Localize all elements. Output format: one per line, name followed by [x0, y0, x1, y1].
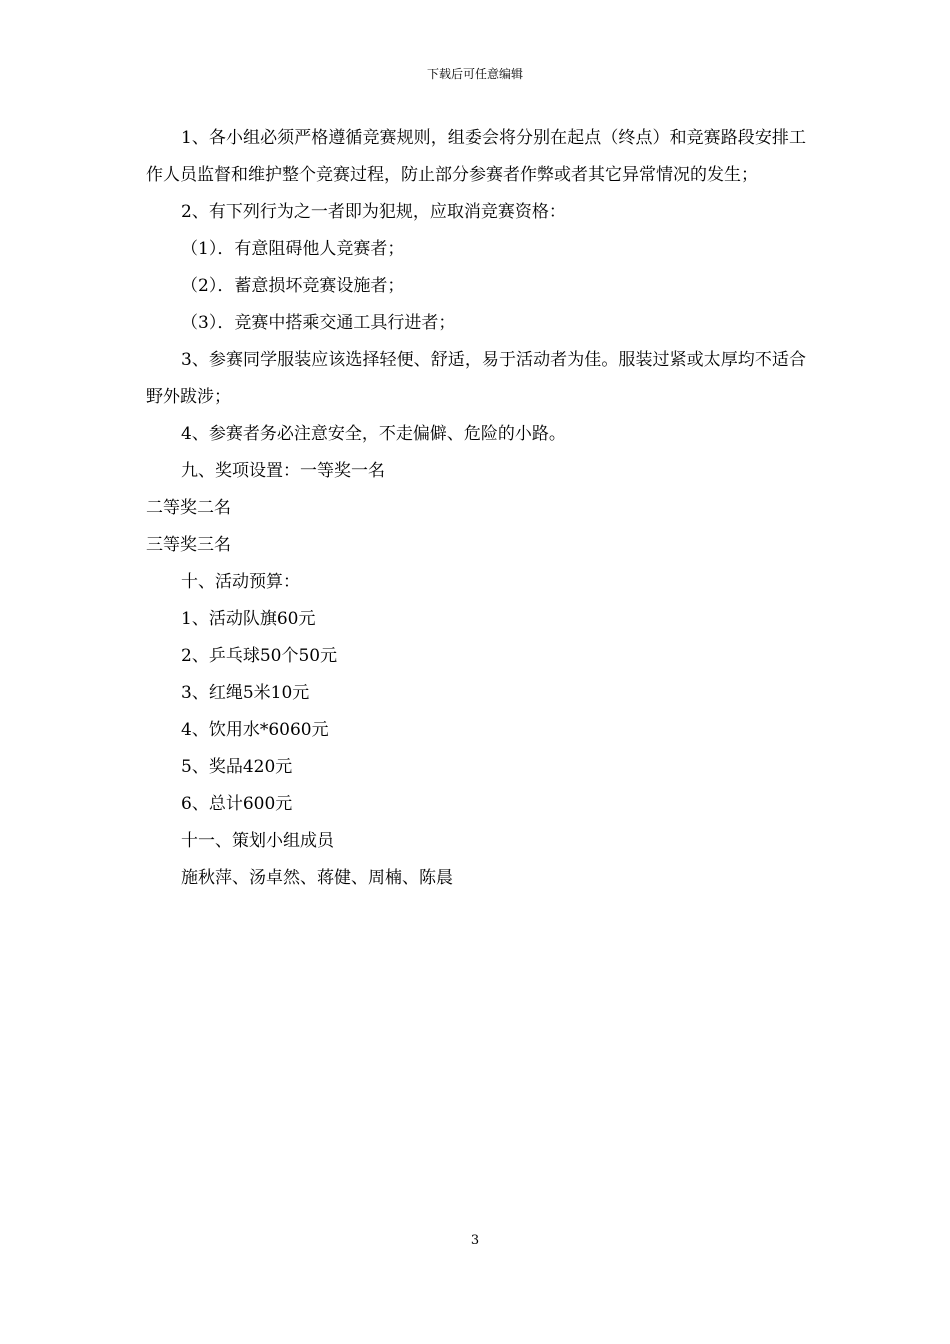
violation-item: （3）．竞赛中搭乘交通工具行进者；: [181, 313, 456, 333]
team-heading: 十一、策划小组成员: [181, 831, 334, 851]
violation-item: （2）．蓄意损坏竞赛设施者；: [181, 276, 405, 296]
rule-paragraph-1: 1、各小组必须严格遵循竞赛规则，组委会将分别在起点（终点）和竞赛路段安排工作人员监督和维护整个竞赛过程，防止部分参赛者作弊或者其它异常情况的发生；: [146, 128, 806, 185]
budget-item: 1、活动队旗60元: [181, 609, 316, 629]
award-second: 二等奖二名: [146, 498, 231, 518]
budget-item: 3、红绳5米10元: [181, 683, 310, 703]
budget-item: 2、乒乓球50个50元: [181, 646, 338, 666]
page-number: 3: [470, 1233, 480, 1248]
page-header: 下载后可任意编辑: [426, 67, 523, 81]
budget-item: 5、奖品420元: [181, 757, 293, 777]
rule-paragraph-2: 2、有下列行为之一者即为犯规，应取消竞赛资格：: [181, 202, 566, 222]
award-third: 三等奖三名: [146, 535, 231, 555]
document-body: [146, 120, 806, 897]
violation-item: （1）．有意阻碍他人竞赛者；: [181, 239, 405, 259]
budget-heading: 十、活动预算：: [181, 572, 300, 592]
budget-item: 4、饮用水*6060元: [181, 720, 329, 740]
team-members: 施秋萍、汤卓然、蒋健、周楠、陈晨: [181, 868, 453, 888]
budget-item: 6、总计600元: [181, 794, 293, 814]
rule-paragraph-4: 4、参赛者务必注意安全，不走偏僻、危险的小路。: [181, 424, 566, 444]
awards-heading: 九、奖项设置：一等奖一名: [181, 461, 385, 481]
rule-paragraph-3: 3、参赛同学服装应该选择轻便、舒适，易于活动者为佳。服装过紧或太厚均不适合野外跋涉；: [146, 350, 806, 407]
